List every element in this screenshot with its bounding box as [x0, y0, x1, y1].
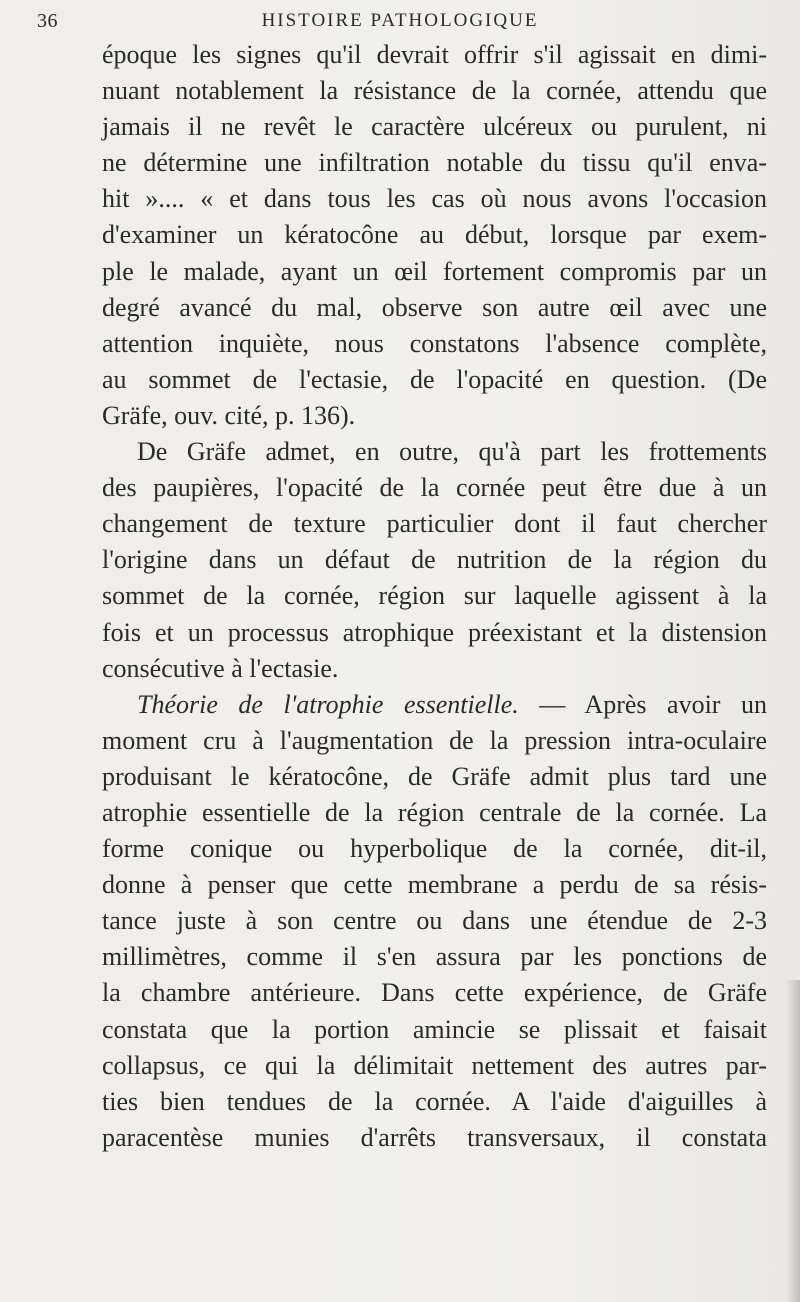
text-line: changement de texture particulier dont il faut chercher	[102, 509, 767, 539]
text-line: produisant le kératocône, de Gräfe admit plus tard une	[102, 761, 767, 791]
body-text	[102, 37, 767, 1156]
page-edge-shadow	[786, 980, 800, 1302]
text-line: tance juste à son centre ou dans une étendue de 2-3	[102, 906, 767, 936]
section-heading: Théorie de l'atrophie essentielle.	[137, 689, 519, 719]
text-line: d'examiner un kératocône au début, lorsque par exem-	[102, 220, 767, 250]
text-line: millimètres, comme il s'en assura par les ponctions de	[102, 942, 767, 972]
text-line: ne détermine une infiltration notable du tissu qu'il enva-	[102, 148, 767, 178]
text-line: des paupières, l'opacité de la cornée peut être due à un	[102, 473, 767, 503]
text-line: ties bien tendues de la cornée. A l'aide d'aiguilles à	[102, 1086, 767, 1116]
text-line: sommet de la cornée, région sur laquelle agissent à la	[102, 581, 767, 611]
text-line: donne à penser que cette membrane a perdu de sa résis-	[102, 870, 767, 900]
text-line: jamais il ne revêt le caractère ulcéreux ou purulent, ni	[102, 112, 767, 142]
page-header	[0, 8, 800, 34]
section-line-text: — Après avoir un	[539, 689, 768, 719]
text-line: constata que la portion amincie se plissait et faisait	[102, 1014, 767, 1044]
text-line: l'origine dans un défaut de nutrition de la région du	[102, 545, 767, 575]
text-line: Gräfe, ouv. cité, p. 136).	[102, 400, 356, 430]
paragraph-start: De Gräfe admet, en outre, qu'à part les frottements	[137, 437, 767, 467]
text-line: forme conique ou hyperbolique de la cornée, dit-il,	[102, 834, 767, 864]
text-line: hit ».... « et dans tous les cas où nous avons l'occasion	[102, 184, 767, 214]
text-line: degré avancé du mal, observe son autre œil avec une	[102, 292, 767, 322]
text-line: paracentèse munies d'arrêts transversaux, il constata	[102, 1122, 767, 1152]
text-line: époque les signes qu'il devrait offrir s'il agissait en dimi-	[102, 40, 767, 69]
text-line: nuant notablement la résistance de la cornée, attendu que	[102, 76, 767, 106]
text-line: fois et un processus atrophique préexistant et la distension	[102, 617, 767, 647]
text-line: moment cru à l'augmentation de la pression intra-oculaire	[102, 725, 767, 755]
text-line: la chambre antérieure. Dans cette expérience, de Gräfe	[102, 978, 767, 1008]
text-line: consécutive à l'ectasie.	[102, 653, 339, 683]
running-title: HISTOIRE PATHOLOGIQUE	[261, 10, 539, 31]
text-line: collapsus, ce qui la délimitait nettement des autres par-	[102, 1050, 767, 1080]
page-number: 36	[37, 10, 58, 32]
text-line: ple le malade, ayant un œil fortement compromis par un	[102, 256, 767, 286]
text-line: atrophie essentielle de la région centrale de la cornée. La	[102, 797, 767, 827]
section-line	[102, 687, 767, 723]
text-line: au sommet de l'ectasie, de l'opacité en question. (De	[102, 364, 767, 394]
text-line: attention inquiète, nous constatons l'absence complète,	[102, 328, 767, 358]
